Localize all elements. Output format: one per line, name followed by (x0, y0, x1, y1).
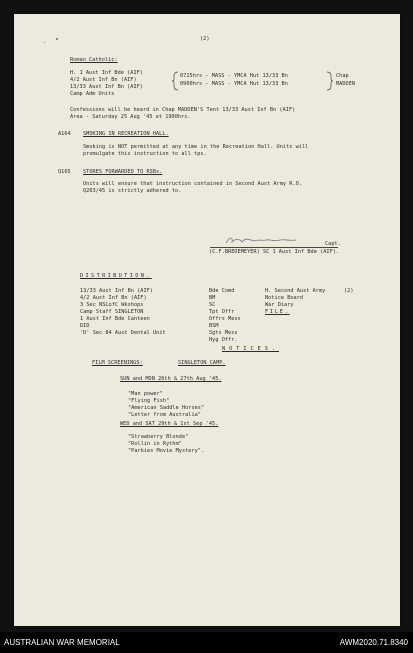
distribution-item: Sgts Mess (209, 330, 238, 336)
distribution-item: War Diary (265, 302, 294, 308)
distribution-item: Offrs Mess (209, 316, 241, 322)
paper-mark (44, 42, 45, 43)
rc-unit: Camp Adm Units (70, 91, 115, 97)
brace-icon (171, 71, 179, 91)
rc-confession: Area - Saturday 25 Aug '45 at 1900hrs. (70, 114, 191, 120)
order-number: A164 (58, 131, 71, 137)
order-title: SMOKING IN RECREATION HALL. (83, 131, 169, 137)
distribution-item: 'D' Sec 84 Aust Dental Unit (80, 330, 166, 336)
distribution-item: SC (209, 302, 216, 308)
film-title: "Rollin in Rythm" (128, 441, 182, 447)
signature-rank: Capt. (325, 241, 341, 247)
order-number: Q165 (58, 169, 71, 175)
distribution-item: FILE. (265, 309, 290, 315)
rc-place: MADDEN (336, 81, 356, 87)
brace-icon (326, 71, 334, 91)
rc-place: Chap (336, 73, 349, 79)
distribution-copies: (2) (344, 288, 354, 294)
signature-scrawl (224, 234, 304, 246)
footer-bar (0, 632, 413, 653)
signature-line (210, 247, 338, 248)
distribution-title: DISTRIBUTION. (80, 273, 152, 279)
rc-unit: 4/2 Aust Inf Bn (AIF) (70, 77, 137, 83)
distribution-item: Notice Board (265, 295, 304, 301)
order-text: Q263/45 is strictly adhered to. (83, 188, 182, 194)
screening-header: WED and SAT 29th & 1st Sep '45. (120, 421, 219, 427)
film-title: "American Saddle Horses" (128, 405, 205, 411)
distribution-item: 4/2 Aust Inf Bn (AIF) (80, 295, 147, 301)
film-title: "Letter from Australia" (128, 412, 201, 418)
distribution-item: 13/33 Aust Inf Bn (AIF) (80, 288, 153, 294)
footer-accession: AWM2020.71.8340 (339, 638, 408, 647)
film-label: FILM SCREENINGS: (92, 360, 143, 366)
footer-institution: AUSTRALIAN WAR MEMORIAL (4, 638, 120, 647)
rc-unit: H. 1 Aust Inf Bde (AIF) (70, 70, 143, 76)
film-title: "Man power" (128, 391, 163, 397)
order-text: Smoking is NOT permitted at any time in the Recreation Hall. Units will (83, 144, 309, 150)
distribution-item: 1 Aust Inf Bde Canteen (80, 316, 150, 322)
order-text: promulgate this instruction to all tps. (83, 151, 207, 157)
order-title: STORES FORWARDED TO RSBs. (83, 169, 163, 175)
order-text: Units will ensure that instruction contained in Second Aust Army R.O. (83, 181, 302, 187)
rc-confession: Confessions will be heard in Chap MADDEN'S Tent 13/33 Aust Inf Bn (AIF) (70, 107, 296, 113)
film-title: "Flying Fish" (128, 398, 170, 404)
camp-name: SINGLETON CAMP. (178, 360, 226, 366)
rc-unit: 13/33 Aust Inf Bn (AIF) (70, 84, 143, 90)
rc-time: 0900hrs - MASS - YMCA Hut 13/33 Bn (180, 81, 288, 87)
distribution-item: DID (80, 323, 90, 329)
notices-title: NOTICES. (222, 346, 279, 352)
paper-mark (56, 38, 58, 40)
film-title: "Parkies Movie Mystery". (128, 448, 205, 454)
distribution-item: BM (209, 295, 216, 301)
distribution-item: 3 Sec NSLofC Wkshops (80, 302, 144, 308)
rc-time: 0725hrs - MASS - YMCA Hut 13/33 Bn (180, 73, 288, 79)
screening-header: SUN and MON 26th & 27th Aug '45. (120, 376, 222, 382)
signature-name: (C.F.BREDEMEYER) SC 1 Aust Inf Bde (AIF). (209, 249, 340, 255)
rc-heading: Roman Catholic: (70, 57, 118, 63)
distribution-item: Bde Comd (209, 288, 235, 294)
document-page (14, 14, 400, 626)
distribution-item: H. Second Aust Army (265, 288, 326, 294)
distribution-item: Tpt Offr (209, 309, 235, 315)
distribution-item: Camp Staff SINGLETON (80, 309, 144, 315)
distribution-item: Hyg Offr. (209, 337, 238, 343)
page-number: (2) (200, 36, 210, 42)
distribution-item: BSM (209, 323, 219, 329)
film-title: "Strawberry Blonde" (128, 434, 189, 440)
